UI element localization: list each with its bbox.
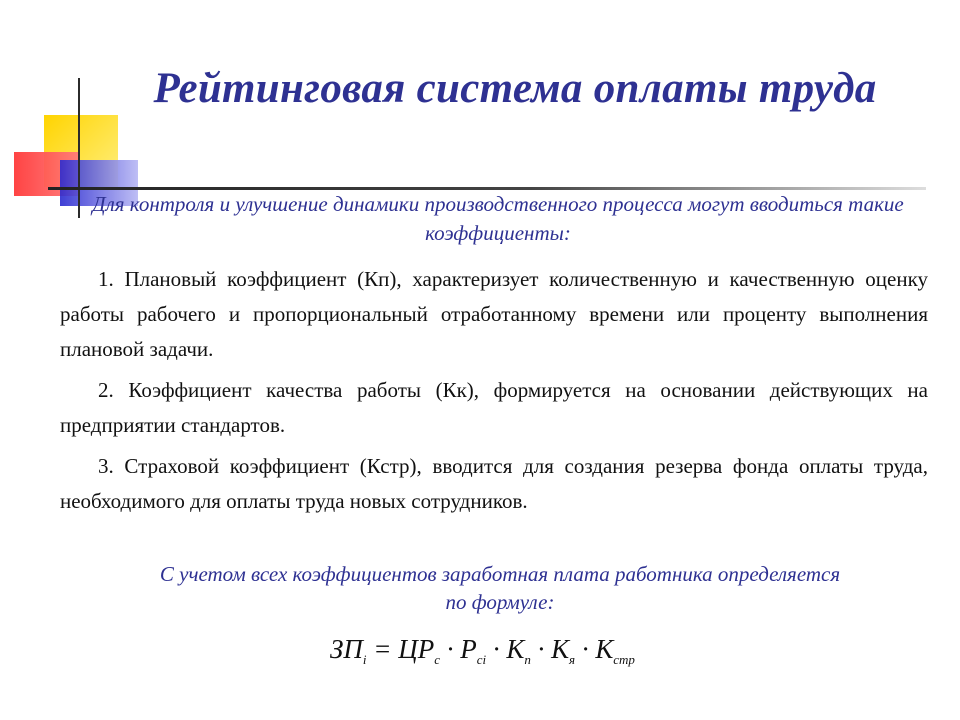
formula-term: К bbox=[506, 634, 525, 664]
formula-term-sub: сi bbox=[476, 652, 487, 667]
formula-equals: = bbox=[373, 634, 392, 664]
list-item: 1. Плановый коэффициент (Кп), характеризует количественную и качественную оценку работы рабочего и пропорциональный отработанному времени или проценту выполнения плановой задачи. bbox=[60, 267, 928, 361]
formula-lhs: ЗП bbox=[330, 634, 363, 664]
formula-intro: С учетом всех коэффициентов заработная плата работника определяется по формуле: bbox=[159, 562, 841, 614]
formula-lhs-sub: i bbox=[362, 652, 367, 667]
formula-dot: · bbox=[492, 634, 500, 664]
formula-term-sub: с bbox=[434, 652, 441, 667]
list-item: 2. Коэффициент качества работы (Кк), формируется на основании действующих на предприятии стандартов. bbox=[60, 378, 928, 437]
formula-term: ЦР bbox=[398, 634, 435, 664]
salary-formula bbox=[330, 634, 730, 668]
formula-term-sub: п bbox=[524, 652, 531, 667]
formula-dot: · bbox=[581, 634, 589, 664]
formula-term-sub: стр bbox=[613, 652, 635, 667]
coefficient-list bbox=[60, 262, 928, 525]
formula-dot: · bbox=[446, 634, 454, 664]
formula-dot: · bbox=[537, 634, 545, 664]
formula-term-sub: я bbox=[569, 652, 576, 667]
formula-term: К bbox=[595, 634, 614, 664]
slide-title: Рейтинговая система оплаты труда bbox=[153, 65, 877, 112]
formula-term: Р bbox=[460, 634, 477, 664]
intro-text: Для контроля и улучшение динамики производственного процесса могут вводиться такие коэффициенты: bbox=[92, 192, 904, 245]
formula-term: К bbox=[551, 634, 570, 664]
list-item: 3. Страховой коэффициент (Кстр), вводится для создания резерва фонда оплаты труда, необходимого для оплаты труда новых сотрудников. bbox=[60, 454, 928, 513]
